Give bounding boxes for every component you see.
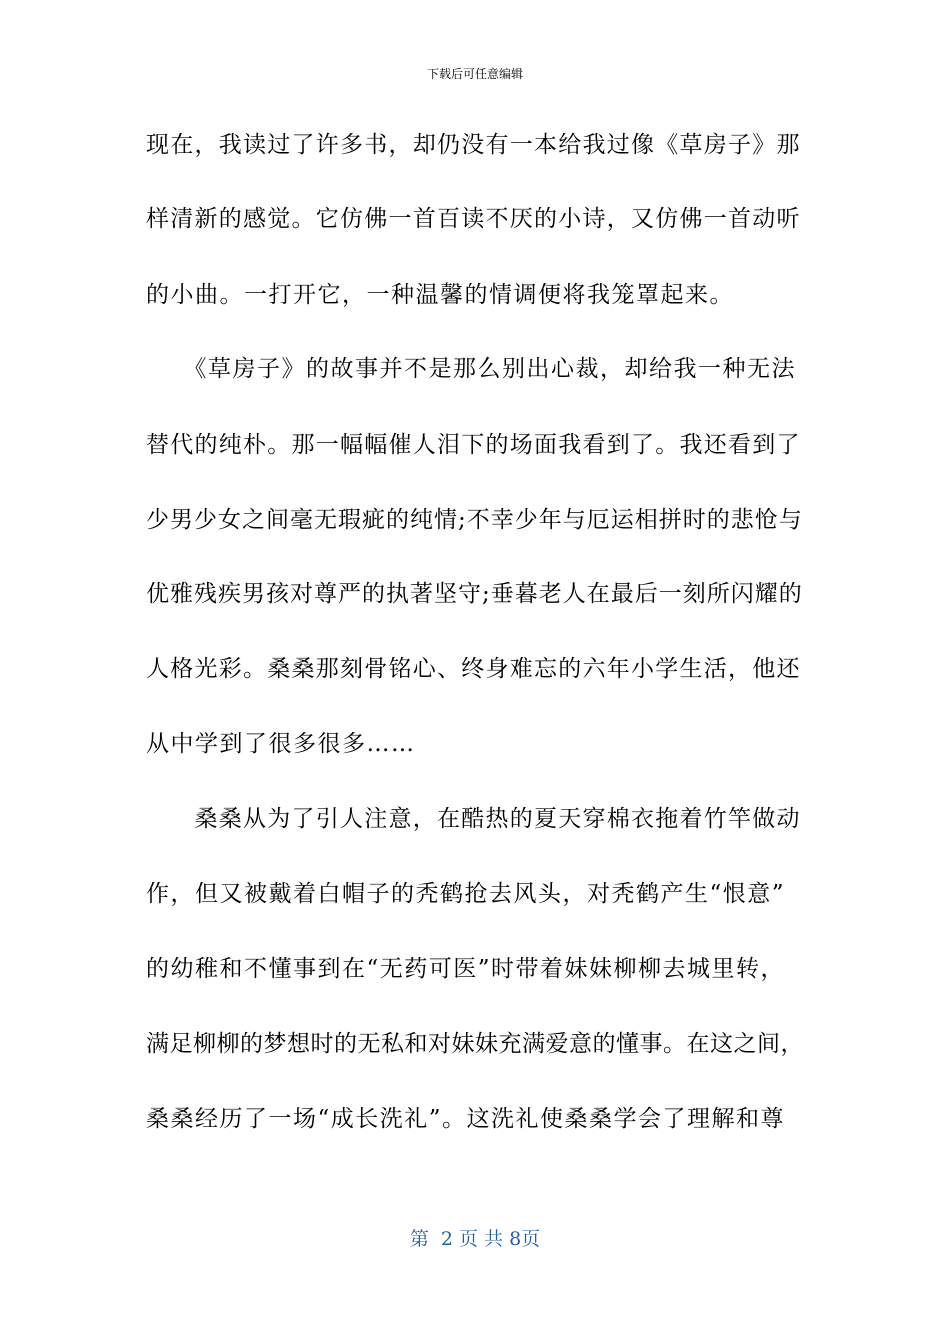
text-line: 桑桑经历了一场“成长洗礼”。这洗礼使桑桑学会了理解和尊: [146, 1106, 786, 1132]
text-line: 桑桑从为了引人注意，在酷热的夏天穿棉衣拖着竹竿做动: [146, 806, 801, 832]
text-line: 作，但又被戴着白帽子的秃鹤抢去风头，对秃鹤产生“恨意”: [146, 881, 786, 907]
text-line: 满足柳柳的梦想时的无私和对妹妹充满爱意的懂事。在这之间，: [146, 1031, 804, 1057]
text-line: 人格光彩。桑桑那刻骨铭心、终身难忘的六年小学生活，他还: [146, 656, 801, 682]
text-line: 优雅残疾男孩对尊严的执著坚守;垂暮老人在最后一刻所闪耀的: [146, 581, 803, 607]
text-line: 替代的纯朴。那一幅幅催人泪下的场面我看到了。我还看到了: [146, 432, 801, 458]
page-number-footer: 第 2 页 共 8页: [409, 1228, 541, 1250]
text-line: 《草房子》的故事并不是那么别出心裁，却给我一种无法: [146, 356, 796, 382]
text-line: 现在，我读过了许多书，却仍没有一本给我过像《草房子》那: [146, 132, 801, 158]
text-line: 样清新的感觉。它仿佛一首百读不厌的小诗，又仿佛一首动听: [146, 206, 801, 232]
text-line: 的小曲。一打开它，一种温馨的情调便将我笼罩起来。: [146, 282, 734, 308]
text-line: 少男少女之间毫无瑕疵的纯情;不幸少年与厄运相拼时的悲怆与: [146, 507, 803, 533]
text-line: 从中学到了很多很多……: [146, 731, 416, 757]
page-header: 下载后可任意编辑: [426, 67, 523, 81]
text-line: 的幼稚和不懂事到在“无药可医”时带着妹妹柳柳去城里转，: [146, 956, 786, 982]
